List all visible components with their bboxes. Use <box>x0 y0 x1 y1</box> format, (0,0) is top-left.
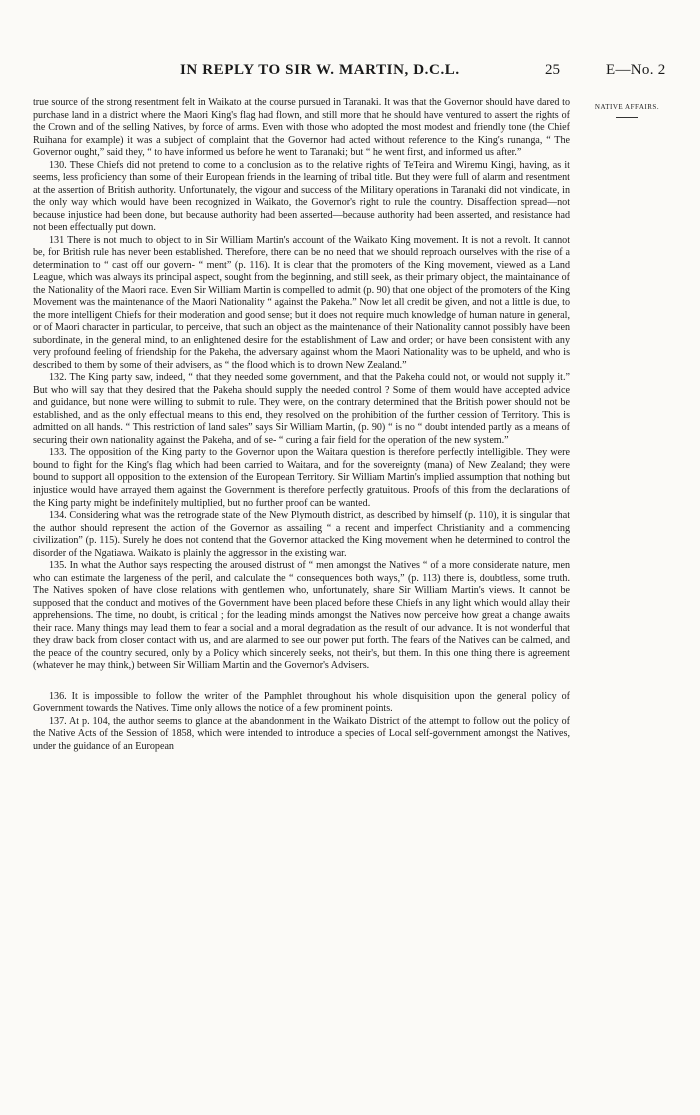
paragraph-137: 137. At p. 104, the author seems to glance at the abandonment in the Waikato District of the attempt to follow out the policy of the Native Acts of the Session of 1858, which were intended to introduce a species of Local self-government amongst the Natives, under the guidance of an European <box>33 715 570 752</box>
margin-note <box>588 103 666 118</box>
margin-note-text: NATIVE AFFAIRS. <box>594 103 660 111</box>
page-header <box>0 62 700 86</box>
body-text <box>33 97 570 753</box>
paragraph-133: 133. The opposition of the King party to the Governor upon the Waitara question is therefore perfectly intelligible. They were bound to fight for the King's flag which had been carried to Waitara, and for the sovereignty (mana) of New Zealand; they were bound to support all opposition to the extension of the European Territory. Sir William Martin's implied assumption that nothing but injustice would have arrayed them against the Government is therefore perfectly gratuitous. Proofs of this from the declarations of the King party might be indefinitely multiplied, but no further proof can be wanted. <box>33 447 570 509</box>
document-reference: E—No. 2 <box>606 62 666 78</box>
paragraph-continuation: true source of the strong resentment felt in Waikato at the course pursued in Taranaki. It was that the Governor should have dared to purchase land in a district where the Maori King's flag had flown, and still more that he should have ventured to assert the rights of the Crown and of the selling Natives, by force of arms. Even with those who adopted the most modest and friendly tone (the Chief Ruihana for example) it was a subject of complaint that the Governor had acted without reference to the King's runanga, “ The Governor ought,” said they, “ to have informed us before he went to Taranaki; but “ he went first, and informed us after.” <box>33 97 570 159</box>
running-title: IN REPLY TO SIR W. MARTIN, D.C.L. <box>180 62 460 78</box>
paragraph-132: 132. The King party saw, indeed, “ that they needed some government, and that the Pakeha could not, or would not supply it.” But who will say that they desired that the Pakeha should supply the needed control ? Some of them would have accepted advice and guidance, but none were willing to submit to rule. They were, on the contrary determined that the British power should not be established, and as the only effectual means to this end, they resolved on the prohibition of the further cession of Territory. This is admitted on all hands. “ This restriction of land sales” says Sir William Martin, (p. 90) “ is no “ doubt intended partly as a means of securing their own nationality against the Pakeha, and of se- “ curing a fair field for the operation of the new system.” <box>33 372 570 446</box>
paragraph-136: 136. It is impossible to follow the writer of the Pamphlet throughout his whole disquisition upon the general policy of Government towards the Natives. Time only allows the notice of a few prominent points. <box>33 690 570 715</box>
paragraph-130: 130. These Chiefs did not pretend to come to a conclusion as to the relative rights of TeTeira and Wiremu Kingi, having, as it seems, less proficiency than some of their European friends in the learning of tribal title. But they were full of alarm and resentment at the assertion of British authority. Unfortunately, the vigour and success of the Military operations in Taranaki did not vindicate, in the only way which would have been recognized in Waikato, the Governor's right to rule the country. Disaffection spread—not because injustice had been done, but because authority had been asserted—because authority had been asserted, and resistance had not been effectually put down. <box>33 159 570 234</box>
paragraph-134: 134. Considering what was the retrograde state of the New Plymouth district, as described by himself (p. 110), it is singular that the author should represent the action of the Governor as assailing “ a recent and imperfect Christianity and a commencing civilization” (p. 115). Surely he does not contend that the Governor attacked the King movement when he determined to control the disorder of the Ngatiawa. Waikato is plainly the aggressor in the existing war. <box>33 510 570 559</box>
margin-rule <box>616 117 638 118</box>
page-number: 25 <box>545 62 560 78</box>
paragraph-131: 131 There is not much to object to in Sir William Martin's account of the Waikato King movement. It is not a revolt. It cannot be, for British rule has never been established. Therefore, there can be no need that we should reproach ourselves with the rise of a determination to “ cast off our govern- “ ment” (p. 116). It is clear that the promoters of the King movement, viewed as a Land League, which was always its principal aspect, sought from the beginning, and still seek, as their primary object, the maintainance of the Nationality of the Maori race. Even Sir William Martin is compelled to admit (p. 90) that one object of the promoters of the King Movement was the maintenance of the Maori Nationality “ against the Pakeha.” Now let all credit be given, and not a little is due, to the more intelligent Chiefs for their moderation and good sense; but it does not require much knowledge of human nature in general, or of Maori character in particular, to perceive, that such an object as the maintenance of their Nationality cannot possibly have been subordinate, in the general mind, to an enlightened desire for the establishment of Law and order; or have been consistent with any very profound feeling of friendship for the Pakeha, the adversary against whom the Maori Nationality was to be upheld, and who is described to them by some of their advisers, as “ the flood which is to drown New Zealand.” <box>33 234 570 371</box>
paragraph-135: 135. In what the Author says respecting the aroused distrust of “ men amongst the Natives “ of a more considerate nature, men who can estimate the largeness of the peril, and calculate the “ consequences both ways,” (p. 113) there is, doubtless, some truth. The Natives spoken of have close relations with gentlemen who, unfortunately, share Sir William Martin's views. It cannot be supposed that the conduct and motives of the Government have been placed before these Chiefs in any light which would allay their apprehensions. The time, no doubt, is critical ; for the leading minds amongst the Natives now perceive how great a change awaits their race. Many things may lead them to fear a social and a moral degradation as the result of our advance. It is not wonderful that they draw back from closer contact with us, and are alarmed to see our power put forth. The fears of the Natives can be calmed, and the peace of the country secured, only by a Policy which sincerely seeks, not their's, but them. In this one thing there is agreement (whatever he may think,) between Sir William Martin and the Governor's Advisers. <box>33 560 570 672</box>
